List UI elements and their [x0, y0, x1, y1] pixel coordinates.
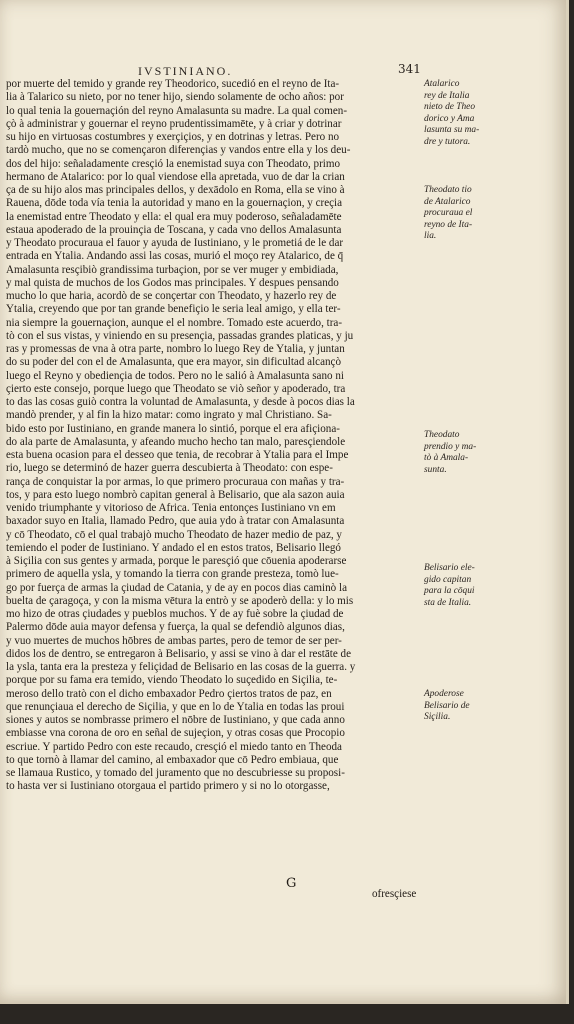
text-line: lo qual tenia la gouernaçión del reyno Amalasunta su madre. La qual comen-: [6, 104, 348, 117]
marginal-note-line: sunta.: [424, 464, 447, 475]
text-line: ras y promessas de vna à otra parte, nombro lo luego Rey de Ytalia, y juntan: [6, 343, 345, 355]
running-head: IVSTINIANO.: [138, 64, 233, 78]
text-line: primero de aquella ysla, y tomando la tierra con grande presteza, tomò lue-: [6, 568, 339, 581]
text-line: çierto este consejo, porque luego que Theodato se viò señor y apoderado, tra: [6, 382, 346, 395]
text-line: venido triumphante y vitorioso de Africa. Tenia entonçes Iustiniano vn em: [6, 502, 336, 514]
text-line: dos del hijo: señaladamente cresçió la enemistad suya con Theodato, primo: [6, 157, 341, 170]
text-line: nia siempre la gouernaçion, aunque el el nombre. Tomado este acuerdo, tra-: [6, 316, 343, 329]
marginal-note-line: sta de Italia.: [424, 597, 472, 608]
text-line: mucho lo que haria, acordò de se conçertar con Theodato, y hazerlo rey de: [6, 290, 337, 302]
catchword: ofresçiese: [372, 888, 417, 900]
text-line: to das las cosas guiò contra la voluntad de Amalasunta, y desde à pocos dias la: [6, 396, 355, 408]
text-line: Ytalia, creyendo que por tan grande benefiçio le seria leal amigo, y ella ter-: [6, 303, 341, 316]
text-line: mo hizo de otras çiudades y pueblos muchos. Y de ay fuè sobre la çiudad de: [6, 608, 344, 620]
marginal-note-line: Siçilia.: [424, 712, 451, 723]
text-line: se llamaua Rustico, y tomado del juramento que no descubriesse su proposi-: [6, 767, 345, 779]
text-line: entrada en Ytalia. Andando assi las cosas, murió el moço rey Atalarico, de q̄: [6, 250, 344, 263]
text-line: estaua apoderado de la prouinçia de Toscana, y cada vno dellos Amalasunta: [6, 223, 342, 236]
text-line: embiasse vna corona de oro en señal de sujeçion, y otras cosas que Procopio: [6, 727, 345, 740]
text-line: rança de conquistar la por armas, lo que primero procuraua con mañas y tra-: [6, 475, 345, 488]
text-line: siones y autos se nombrasse primero el nōbre de Iustiniano, y que cada anno: [6, 714, 345, 726]
marginal-note: [424, 563, 488, 609]
text-line: tò con el sus vistas, y viniendo en su presençia, passadas grandes platicas, y ju: [6, 329, 354, 342]
text-line: to hasta ver si Iustiniano otorgaua el partido primero y si no lo otorgasse,: [6, 780, 330, 793]
text-line: Rauena, dōde toda vía tenia la autoridad y mano en la gouernaçion, y creçia: [6, 197, 343, 210]
text-line: y vuo muertes de muchos hōbres de ambas partes, pero de temor de ser per-: [6, 634, 342, 647]
signature-mark: G: [286, 876, 297, 891]
text-line: escriue. Y partido Pedro con este recaudo, cresçió el miedo tanto en Theoda: [6, 740, 342, 753]
text-line: ça de su hijo alos mas principales dellos, y dexādolo en Roma, ella se vino à: [6, 184, 345, 196]
folio-number: 341: [398, 62, 421, 76]
text-line: luego el Reyno y obediençia de todos. Pero no le salió à Amalasunta sano ni: [6, 369, 344, 382]
text-line: porque por su fama era temido, viendo Theodato lo suçedido en Siçilia, te-: [6, 674, 338, 687]
marginal-note-line: nieto de Theo: [424, 102, 476, 113]
marginal-note-line: Belisario ele-: [424, 563, 475, 573]
marginal-note-line: para la cōqui: [424, 586, 475, 597]
text-line: rio, luego se determinó de hazer guerra descubierta à Theodato: con espe-: [6, 462, 333, 475]
text-line: baxador suyo en Italia, llamado Pedro, que auia ydo à tratar con Amalasunta: [6, 515, 345, 528]
marginal-note-line: dorico y Ama: [424, 113, 475, 124]
text-line: do su poder del con el de Amalasunta, que era mayor, sin dificultad alcançò: [6, 356, 342, 369]
marginal-note-line: dre y tutora.: [424, 136, 471, 147]
marginal-note-line: gido capitan: [424, 574, 472, 585]
marginal-note-line: tò à Amala-: [424, 453, 469, 464]
marginal-note-line: reyno de Ita-: [424, 219, 473, 230]
marginal-note-line: lasunta su ma-: [424, 125, 480, 136]
body-text: [6, 78, 418, 794]
marginal-note: [424, 79, 488, 149]
text-line: go por fuerça de armas la çiudad de Catania, y de ay en pocos dias caminò la: [6, 581, 347, 594]
text-line: y cō Theodato, cō el qual trabajò mucho Theodato de hazer medio de paz, y: [6, 528, 342, 541]
text-line: que renunçiaua el derecho de Siçilia, y que en lo de Ytalia en todas las proui: [6, 700, 345, 713]
text-line: do ala parte de Amalasunta, y afeando mucho hecho tan malo, paresçiendole: [6, 435, 346, 448]
marginal-note: [424, 185, 488, 243]
marginal-note-line: rey de Italia: [424, 90, 470, 101]
marginal-note-line: lia.: [424, 231, 437, 242]
marginal-note-line: prendio y ma-: [424, 441, 477, 452]
text-line: buelta de çaragoça, y con la misma vētura la entrò y se apoderò della: y lo mis: [6, 594, 354, 607]
marginal-note-line: procuraua el: [424, 208, 473, 219]
text-line: hermano de Atalarico: por lo qual viendose ella apretada, vuo de dar la crian: [6, 170, 345, 183]
text-line: bido esto por Iustiniano, en grande manera lo sintió, porque el era afiçiona-: [6, 422, 340, 435]
text-line: y mal quista de muchos de los Godos mas principales. Y despues pensando: [6, 276, 339, 289]
text-line: à Siçilia con sus gentes y armada, porque le paresçió que cōuenia apoderarse: [6, 555, 347, 567]
text-line: su hijo en virtuosas costumbres y exerçiçios, y en dotrinas y letras. Pero no: [6, 131, 340, 143]
text-line: la enemistad entre Theodato y ella: el qual era muy poderoso, señaladamēte: [6, 210, 342, 223]
text-line: çò à administrar y gouernar el reyno prudentissimamēte, y à criar y dotrinar: [6, 117, 342, 130]
marginal-note-line: de Atalarico: [424, 196, 471, 207]
marginal-note: [424, 430, 488, 476]
marginal-note-line: Theodato tio: [424, 185, 472, 195]
text-line: tos, y para esto luego nombrò capitan general à Belisario, que ala sazon auia: [6, 488, 345, 501]
text-line: Palermo dōde auia mayor defensa y fuerça, la qual se defendiò algunos dias,: [6, 621, 345, 634]
text-line: y Theodato procuraua el fauor y ayuda de Iustiniano, y le prometiá de le dar: [6, 237, 344, 249]
text-line: tardò mucho, que no se començaron diferençias y vandos entre ella y los deu-: [6, 144, 351, 157]
text-line: por muerte del temido y grande rey Theodorico, sucedió en el reyno de Ita-: [6, 78, 340, 90]
text-line: to que tornò à llamar del camino, al embaxador que cō Pedro embiaua, que: [6, 753, 339, 766]
marginal-note: [424, 689, 488, 724]
text-line: Amalasunta resçibiò grandissima turbaçion, por se ver muger y embidiada,: [6, 263, 339, 276]
text-line: la ysla, tanta era la presteza y feliçidad de Belisario en las cosas de la guerra. y: [6, 661, 356, 673]
marginal-note-line: Theodato: [424, 430, 460, 440]
text-line: lia à Talarico su nieto, por no tener hijo, siendo solamente de ocho años: por: [6, 91, 344, 104]
marginal-note-line: Atalarico: [424, 79, 460, 89]
text-line: esta buena ocasion para el desseo que tenia, de recobrar à Ytalia para el Impe: [6, 449, 349, 461]
text-line: meroso dello tratò con el dicho embaxador Pedro çiertos tratos de paz, en: [6, 687, 332, 700]
text-line: didos los de dentro, se entregaron à Belisario, y assi se vino à dar el restāte de: [6, 647, 352, 660]
marginal-note-line: Belisario de: [424, 700, 470, 711]
text-line: temiendo el poder de Iustiniano. Y andado el en estos tratos, Belisario llegó: [6, 541, 341, 554]
marginal-note-line: Apoderose: [424, 689, 464, 699]
text-line: mandò prender, y al fin la hizo matar: como ingrato y mal Christiano. Sa-: [6, 409, 332, 422]
